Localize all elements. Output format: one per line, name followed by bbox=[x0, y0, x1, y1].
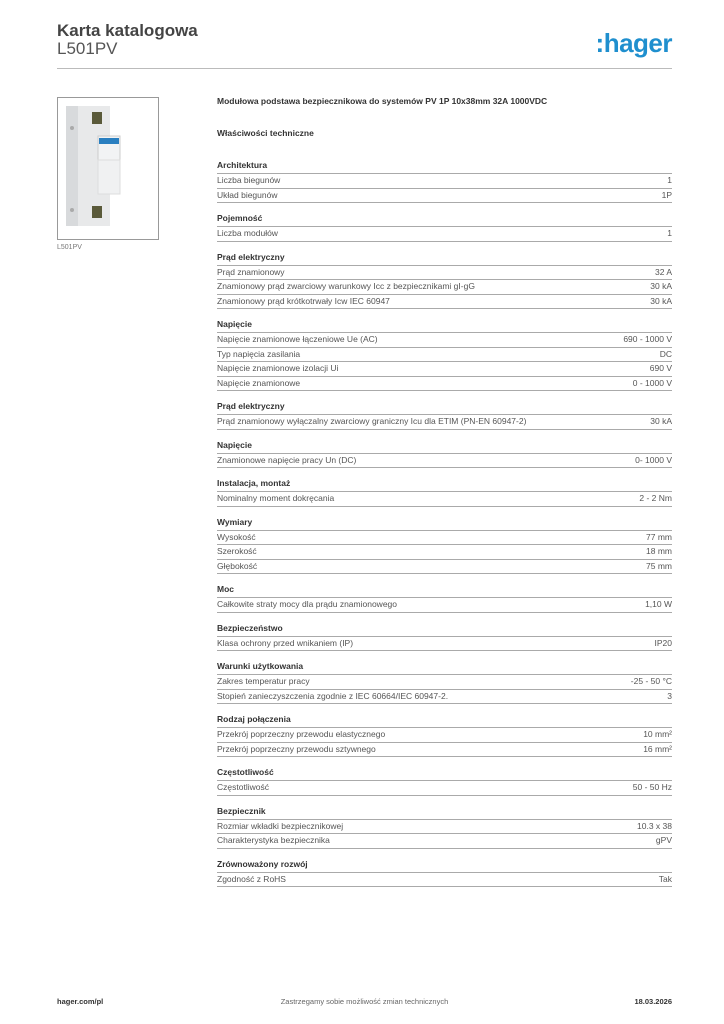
product-code: L501PV bbox=[57, 39, 118, 58]
spec-value: 690 V bbox=[649, 363, 672, 373]
spec-value: 3 bbox=[667, 690, 672, 701]
spec-label: Przekrój poprzeczny przewodu sztywnego bbox=[217, 743, 376, 754]
spec-label: Całkowite straty mocy dla prądu znamionowego bbox=[217, 599, 398, 609]
spec-value: 1 bbox=[667, 175, 672, 185]
spec-section bbox=[217, 858, 672, 888]
spec-row bbox=[217, 348, 672, 363]
fuse-holder-illustration bbox=[58, 98, 158, 239]
hager-logo: :hager bbox=[595, 28, 672, 58]
section-title: Prąd elektryczny bbox=[217, 400, 672, 415]
spec-row bbox=[217, 266, 672, 281]
spec-row bbox=[217, 834, 672, 849]
spec-section bbox=[217, 439, 672, 469]
spec-label: Przekrój poprzeczny przewodu elastycznego bbox=[217, 729, 386, 739]
spec-row bbox=[217, 492, 672, 507]
section-title: Moc bbox=[217, 583, 672, 598]
section-title: Zrównoważony rozwój bbox=[217, 858, 672, 873]
spec-label: Stopień zanieczyszczenia zgodnie z IEC 60664/IEC 60947-2. bbox=[217, 690, 449, 701]
spec-row bbox=[217, 454, 672, 469]
spec-section bbox=[217, 251, 672, 310]
spec-value: 10.3 x 38 bbox=[637, 820, 672, 831]
spec-label: Nominalny moment dokręcania bbox=[217, 493, 335, 503]
spec-row bbox=[217, 295, 672, 310]
spec-value: 50 - 50 Hz bbox=[632, 782, 672, 792]
spec-row bbox=[217, 743, 672, 758]
spec-value: 30 kA bbox=[650, 416, 672, 426]
spec-label: Wysokość bbox=[217, 531, 256, 542]
spec-row bbox=[217, 873, 672, 888]
spec-label: Liczba modułów bbox=[217, 228, 278, 238]
spec-value: 1P bbox=[661, 189, 672, 200]
spec-row bbox=[217, 637, 672, 652]
spec-section bbox=[217, 212, 672, 242]
spec-label: Prąd znamionowy wyłączalny zwarciowy graniczny Icu dla ETIM (PN-EN 60947-2) bbox=[217, 416, 527, 426]
section-title: Bezpieczeństwo bbox=[217, 622, 672, 637]
spec-section bbox=[217, 159, 672, 203]
spec-value: 1 bbox=[667, 228, 672, 238]
spec-row bbox=[217, 560, 672, 575]
spec-value: -25 - 50 °C bbox=[630, 676, 672, 686]
spec-value: 32 A bbox=[654, 266, 672, 277]
footer-date: 18.03.2026 bbox=[634, 997, 672, 1006]
spec-section bbox=[217, 477, 672, 507]
section-title: Częstotliwość bbox=[217, 766, 672, 781]
spec-section bbox=[217, 766, 672, 796]
spec-value: 0 - 1000 V bbox=[632, 377, 672, 388]
spec-value: 1,10 W bbox=[645, 599, 672, 609]
spec-row bbox=[217, 333, 672, 348]
spec-section bbox=[217, 516, 672, 575]
section-title: Bezpiecznik bbox=[217, 805, 672, 820]
spec-label: Zgodność z RoHS bbox=[217, 873, 286, 884]
spec-value: 0- 1000 V bbox=[635, 454, 672, 465]
spec-value: 30 kA bbox=[650, 295, 672, 306]
spec-value: 77 mm bbox=[646, 531, 672, 542]
spec-value: 690 - 1000 V bbox=[623, 334, 672, 344]
spec-value: DC bbox=[659, 348, 672, 359]
product-image bbox=[57, 97, 159, 240]
spec-row bbox=[217, 415, 672, 430]
spec-sections bbox=[217, 159, 672, 887]
spec-label: Klasa ochrony przed wnikaniem (IP) bbox=[217, 637, 354, 648]
spec-row bbox=[217, 377, 672, 392]
spec-value: 30 kA bbox=[650, 281, 672, 291]
spec-label: Typ napięcia zasilania bbox=[217, 348, 301, 359]
spec-row bbox=[217, 545, 672, 560]
spec-label: Charakterystyka bezpiecznika bbox=[217, 835, 330, 845]
product-description: Modułowa podstawa bezpiecznikowa do systemów PV 1P 10x38mm 32A 1000VDC bbox=[217, 96, 548, 106]
spec-label: Głębokość bbox=[217, 560, 258, 571]
section-title: Napięcie bbox=[217, 439, 672, 454]
spec-section bbox=[217, 622, 672, 652]
spec-label: Szerokość bbox=[217, 546, 257, 556]
spec-section bbox=[217, 318, 672, 391]
spec-value: Tak bbox=[658, 873, 672, 884]
spec-label: Zakres temperatur pracy bbox=[217, 676, 310, 686]
footer-notice: Zastrzegamy sobie możliwość zmian technicznych bbox=[280, 997, 449, 1006]
spec-row bbox=[217, 781, 672, 796]
spec-label: Układ biegunów bbox=[217, 189, 278, 200]
section-title: Rodzaj połączenia bbox=[217, 713, 672, 728]
section-title: Instalacja, montaż bbox=[217, 477, 672, 492]
spec-value: 16 mm² bbox=[643, 743, 672, 754]
spec-row bbox=[217, 362, 672, 377]
spec-label: Częstotliwość bbox=[217, 782, 269, 792]
spec-label: Znamionowy prąd krótkotrwały Icw IEC 60947 bbox=[217, 295, 390, 306]
section-title: Architektura bbox=[217, 159, 672, 174]
spec-section bbox=[217, 713, 672, 757]
spec-row bbox=[217, 531, 672, 546]
spec-row bbox=[217, 675, 672, 690]
section-title: Wymiary bbox=[217, 516, 672, 531]
spec-row bbox=[217, 820, 672, 835]
section-title: Prąd elektryczny bbox=[217, 251, 672, 266]
spec-label: Rozmiar wkładki bezpiecznikowej bbox=[217, 820, 344, 831]
spec-row bbox=[217, 728, 672, 743]
spec-section bbox=[217, 400, 672, 430]
spec-label: Znamionowe napięcie pracy Un (DC) bbox=[217, 454, 357, 465]
spec-value: IP20 bbox=[654, 637, 672, 648]
properties-title: Właściwości techniczne bbox=[217, 128, 314, 138]
spec-label: Liczba biegunów bbox=[217, 175, 281, 185]
spec-value: 18 mm bbox=[646, 546, 672, 556]
section-title: Warunki użytkowania bbox=[217, 660, 672, 675]
section-title: Pojemność bbox=[217, 212, 672, 227]
spec-value: gPV bbox=[655, 835, 672, 845]
section-title: Napięcie bbox=[217, 318, 672, 333]
spec-section bbox=[217, 805, 672, 849]
spec-section bbox=[217, 583, 672, 613]
header-divider bbox=[57, 68, 672, 69]
spec-row bbox=[217, 174, 672, 189]
spec-row bbox=[217, 189, 672, 204]
spec-label: Znamionowy prąd zwarciowy warunkowy Icc z bezpiecznikami gI-gG bbox=[217, 281, 475, 291]
spec-label: Napięcie znamionowe bbox=[217, 377, 301, 388]
footer-website[interactable]: hager.com/pl bbox=[57, 997, 104, 1006]
spec-value: 10 mm² bbox=[643, 729, 672, 739]
image-caption: L501PV bbox=[57, 244, 82, 251]
spec-section bbox=[217, 660, 672, 704]
product-details bbox=[217, 96, 672, 887]
spec-value: 2 - 2 Nm bbox=[639, 493, 672, 503]
spec-row bbox=[217, 598, 672, 613]
spec-label: Napięcie znamionowe łączeniowe Ue (AC) bbox=[217, 334, 378, 344]
spec-label: Napięcie znamionowe izolacji Ui bbox=[217, 363, 339, 373]
spec-value: 75 mm bbox=[646, 560, 672, 571]
spec-row bbox=[217, 690, 672, 705]
page-title: Karta katalogowa bbox=[57, 21, 198, 40]
spec-row bbox=[217, 227, 672, 242]
spec-row bbox=[217, 280, 672, 295]
spec-label: Prąd znamionowy bbox=[217, 266, 285, 277]
